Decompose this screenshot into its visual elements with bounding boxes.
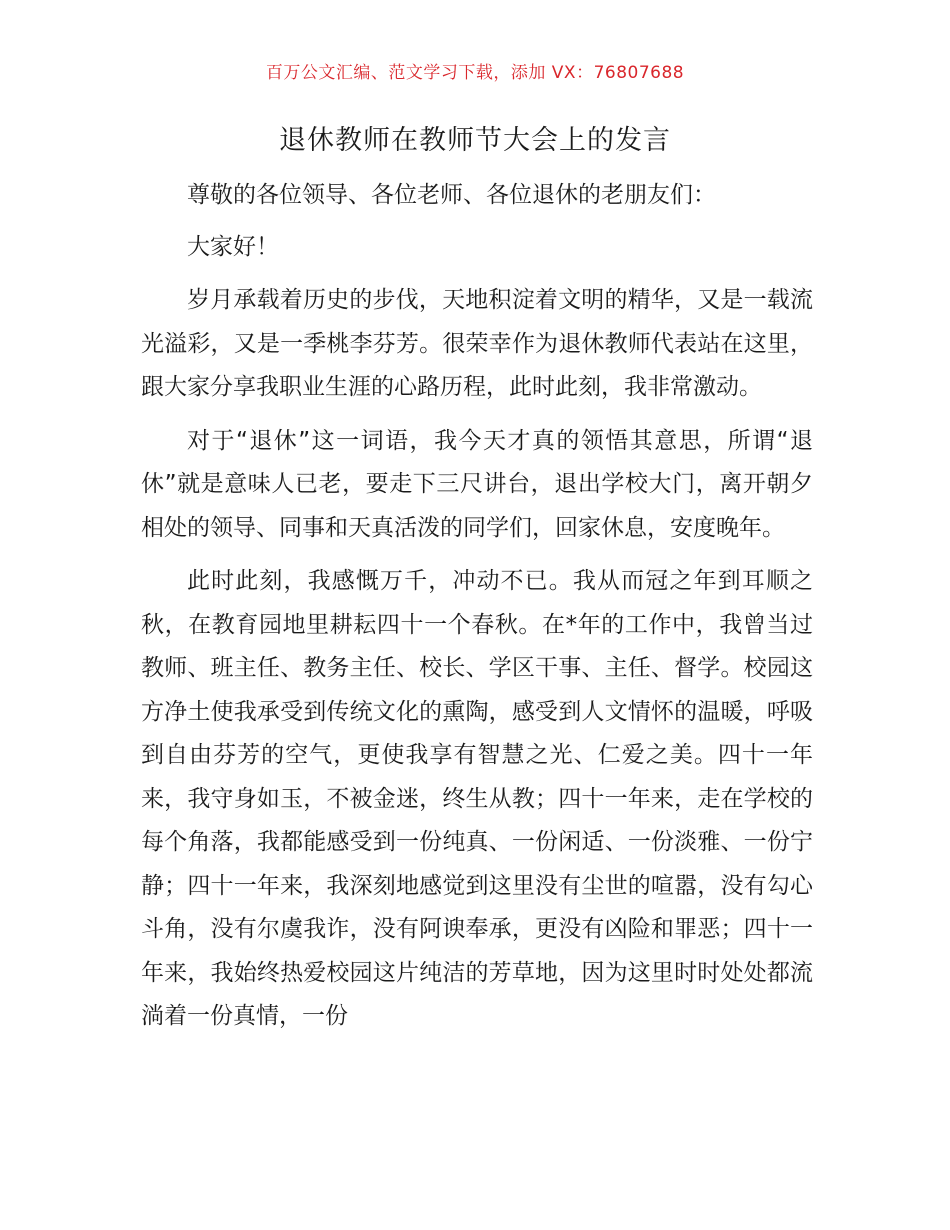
greeting: 大家好！ (187, 233, 279, 260)
paragraph: 岁月承载着历史的步伐，天地积淀着文明的精华，又是一载流光溢彩，又是一季桃李芬芳。很荣幸作为退休教师代表站在这里，跟大家分享我职业生涯的心路历程，此时此刻，我非常激动。 (141, 287, 813, 400)
salutation: 尊敬的各位领导、各位老师、各位退休的老朋友们： (187, 182, 716, 208)
document-body (141, 174, 813, 1039)
header-watermark: 百万公文汇编、范文学习下载，添加 VX：76807688 (265, 63, 685, 83)
paragraph: 此时此刻，我感慨万千，冲动不已。我从而冠之年到耳顺之秋，在教育园地里耕耘四十一个春秋。在*年的工作中，我曾当过教师、班主任、教务主任、校长、学区干事、主任、督学。校园这方净土使我承受到传统文化的熏陶，感受到人文情怀的温暖，呼吸到自由芬芳的空气，更使我享有智慧之光、仁爱之美。四十一年来，我守身如玉，不被金迷，终生从教；四十一年来，走在学校的每个角落，我都能感受到一份纯真、一份闲适、一份淡雅、一份宁静；四十一年来，我深刻地感觉到这里没有尘世的喧嚣，没有勾心斗角，没有尔虞我诈，没有阿谀奉承，更没有凶险和罪恶；四十一年来，我始终热爱校园这片纯洁的芳草地，因为这里时时处处都流淌着一份真情，一份 (141, 568, 813, 1029)
paragraph: 对于“退休”这一词语，我今天才真的领悟其意思，所谓“退休”就是意味人已老，要走下三尺讲台，退出学校大门，离开朝夕相处的领导、同事和天真活泼的同学们，回家休息，安度晚年。 (141, 427, 813, 541)
document-title: 退休教师在教师节大会上的发言 (279, 125, 671, 156)
